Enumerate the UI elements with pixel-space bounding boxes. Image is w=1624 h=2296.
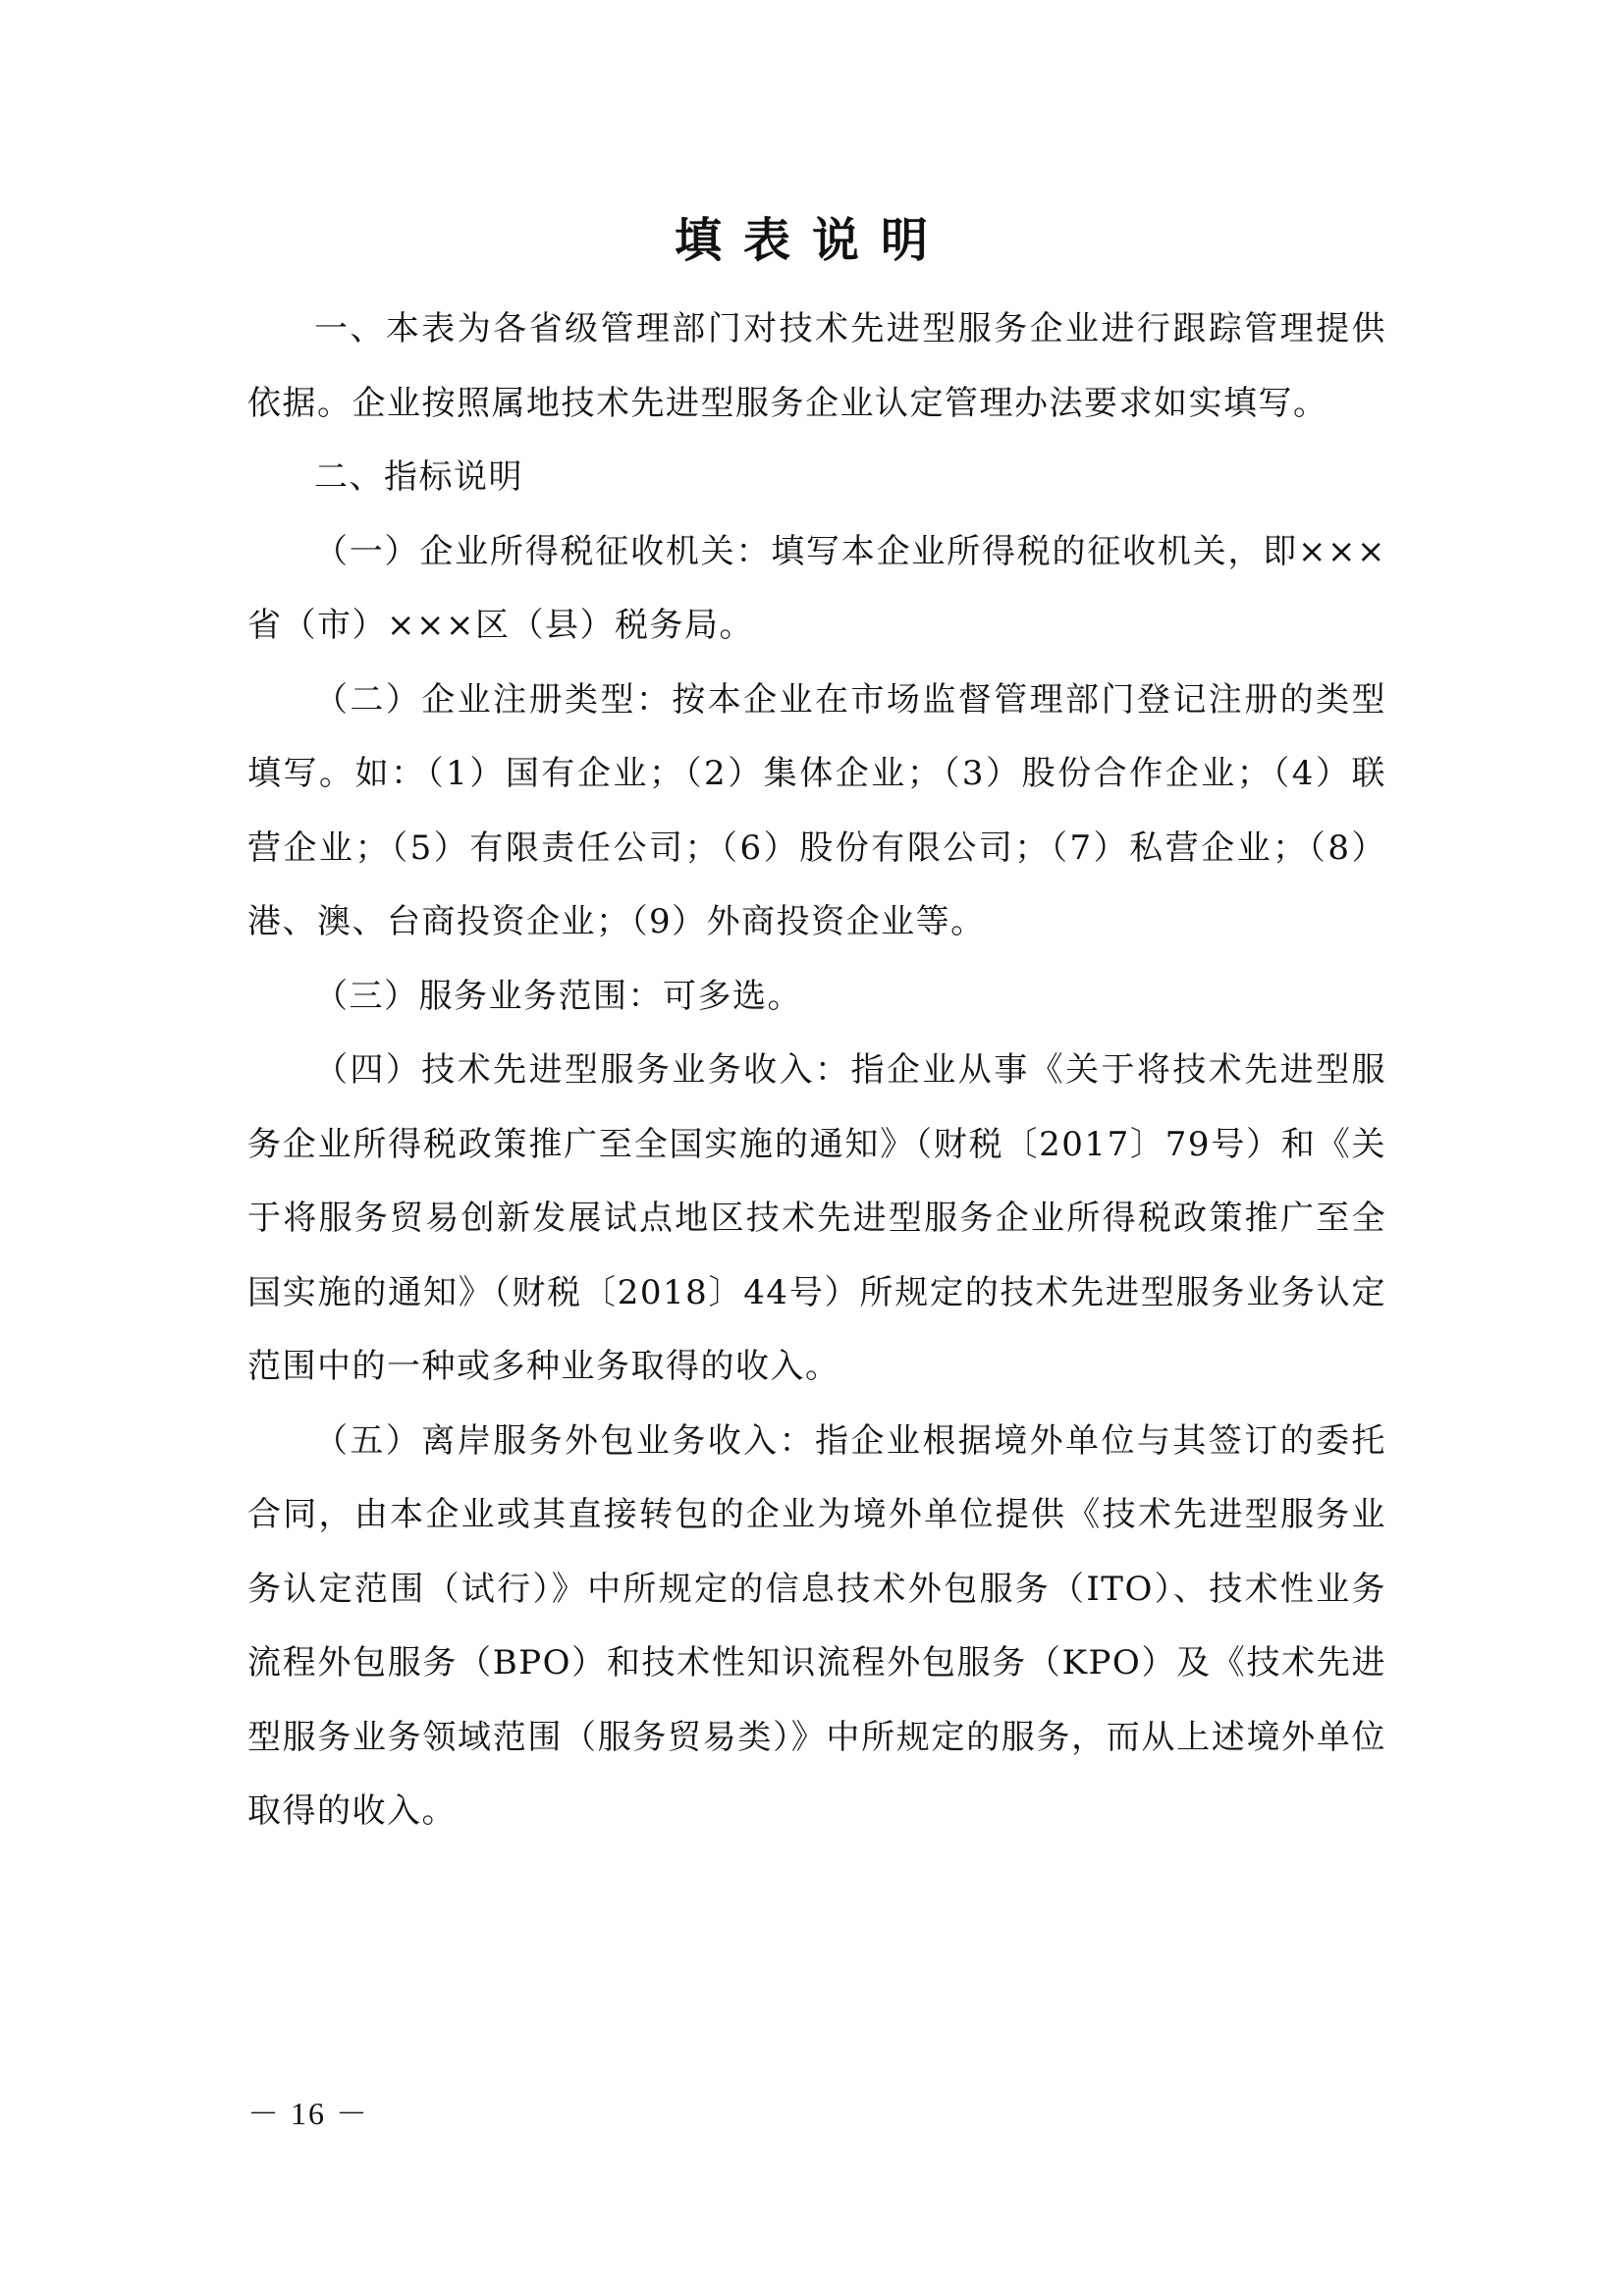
paragraph-item-service-scope: （三）服务业务范围：可多选。 [314, 976, 802, 1016]
page-number: － 16 － [247, 2096, 370, 2131]
page-title: 填表说明 [674, 213, 949, 268]
document-body [247, 293, 1386, 1849]
paragraph-item-tax-authority: （一）企业所得税征收机关：填写本企业所得税的征收机关，即×××省（市）×××区（县）税务局。 [247, 531, 1386, 645]
paragraph-item-offshore-revenue: （五）离岸服务外包业务收入：指企业根据境外单位与其签订的委托合同，由本企业或其直接转包的企业为境外单位提供《技术先进型服务业务认定范围（试行）》中所规定的信息技术外包服务（ITO）、技术性业务流程外包服务（BPO）和技术性知识流程外包服务（KPO）及《技术先进型服务业务领域范围（服务贸易类）》中所规定的服务，而从上述境外单位取得的收入。 [247, 1420, 1386, 1831]
paragraph-section-one: 一、本表为各省级管理部门对技术先进型服务企业进行跟踪管理提供依据。企业按照属地技术先进型服务企业认定管理办法要求如实填写。 [247, 309, 1386, 423]
paragraph-item-registration-type: （二）企业注册类型：按本企业在市场监督管理部门登记注册的类型填写。如：（1）国有企业；（2）集体企业；（3）股份合作企业；（4）联营企业；（5）有限责任公司；（6）股份有限公司；（7）私营企业；（8）港、澳、台商投资企业；（9）外商投资企业等。 [247, 679, 1386, 941]
paragraph-section-two-heading: 二、指标说明 [314, 457, 523, 497]
paragraph-item-service-revenue: （四）技术先进型服务业务收入：指企业从事《关于将技术先进型服务企业所得税政策推广至全国实施的通知》（财税〔2017〕79号）和《关于将服务贸易创新发展试点地区技术先进型服务企业所得税政策推广至全国实施的通知》（财税〔2018〕44号）所规定的技术先进型服务业务认定范围中的一种或多种业务取得的收入。 [247, 1050, 1386, 1386]
